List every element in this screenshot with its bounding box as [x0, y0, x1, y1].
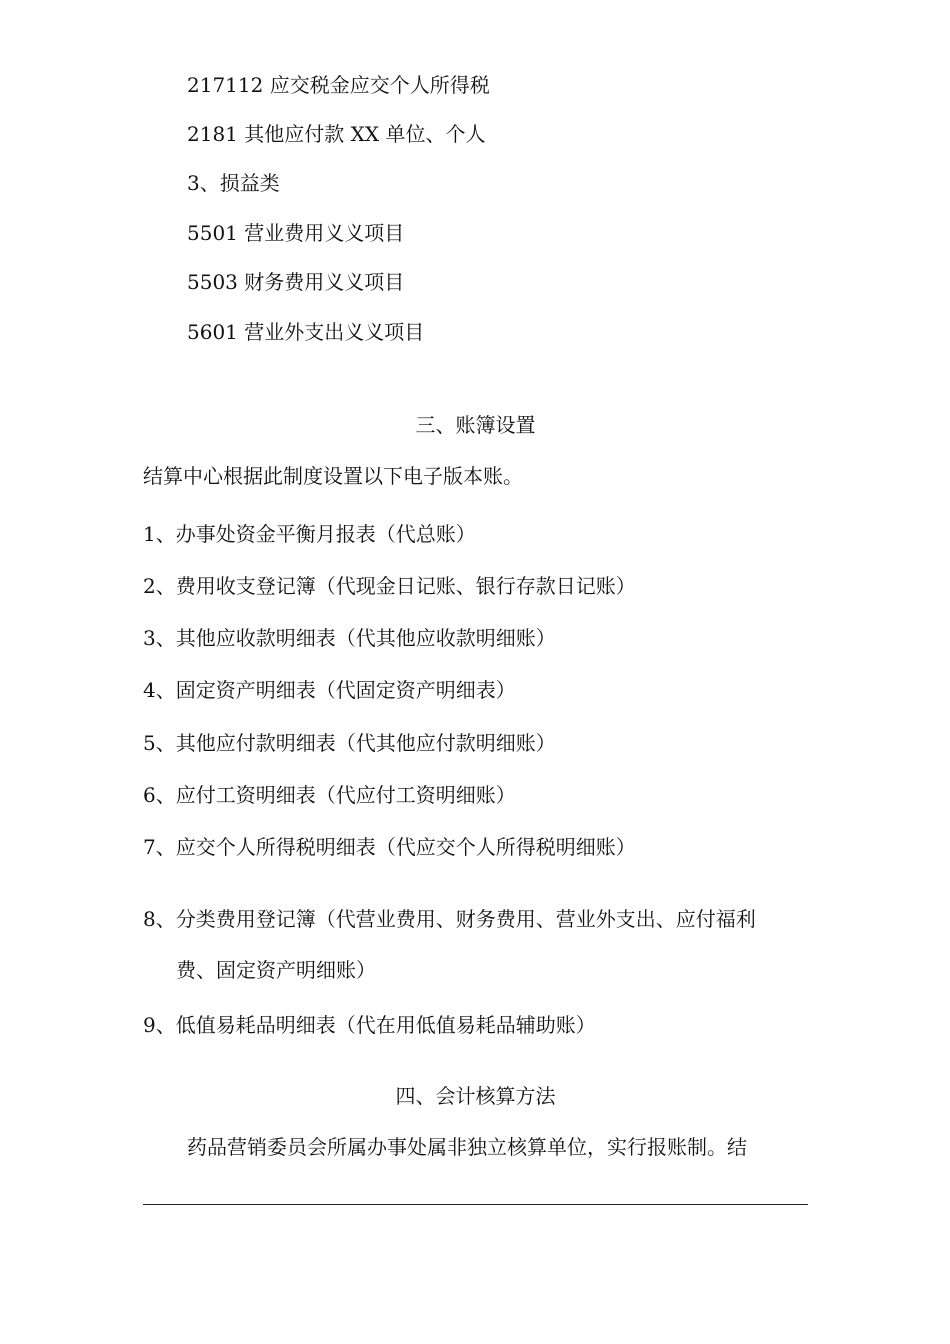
footer-divider	[143, 1204, 808, 1205]
ledger-item-7: 7、应交个人所得税明细表（代应交个人所得税明细账）	[143, 835, 636, 859]
account-line-5503: 5503 财务费用义义项目	[187, 270, 405, 294]
ledger-intro: 结算中心根据此制度设置以下电子版本账。	[143, 464, 523, 488]
ledger-item-5: 5、其他应付款明细表（代其他应付款明细账）	[143, 731, 556, 755]
account-line-5501: 5501 营业费用义义项目	[187, 221, 405, 245]
ledger-item-8-continued: 费、固定资产明细账）	[176, 958, 376, 982]
ledger-item-6: 6、应付工资明细表（代应付工资明细账）	[143, 783, 516, 807]
section-heading-accounting-method: 四、会计核算方法	[395, 1084, 556, 1108]
account-line-217112: 217112 应交税金应交个人所得税	[187, 73, 490, 97]
ledger-item-8: 8、分类费用登记簿（代营业费用、财务费用、营业外支出、应付福利	[143, 907, 756, 931]
category-line-profit-loss: 3、损益类	[187, 171, 280, 195]
account-line-5601: 5601 营业外支出义义项目	[187, 320, 425, 344]
ledger-item-9: 9、低值易耗品明细表（代在用低值易耗品辅助账）	[143, 1013, 596, 1037]
account-line-2181: 2181 其他应付款 XX 单位、个人	[187, 122, 486, 146]
section-heading-ledger-setup: 三、账簿设置	[415, 413, 536, 437]
ledger-item-1: 1、办事处资金平衡月报表（代总账）	[143, 522, 476, 546]
ledger-item-3: 3、其他应收款明细表（代其他应收款明细账）	[143, 626, 556, 650]
ledger-item-4: 4、固定资产明细表（代固定资产明细表）	[143, 678, 516, 702]
accounting-method-paragraph: 药品营销委员会所属办事处属非独立核算单位，实行报账制。结	[187, 1135, 747, 1159]
ledger-item-2: 2、费用收支登记簿（代现金日记账、银行存款日记账）	[143, 574, 636, 598]
